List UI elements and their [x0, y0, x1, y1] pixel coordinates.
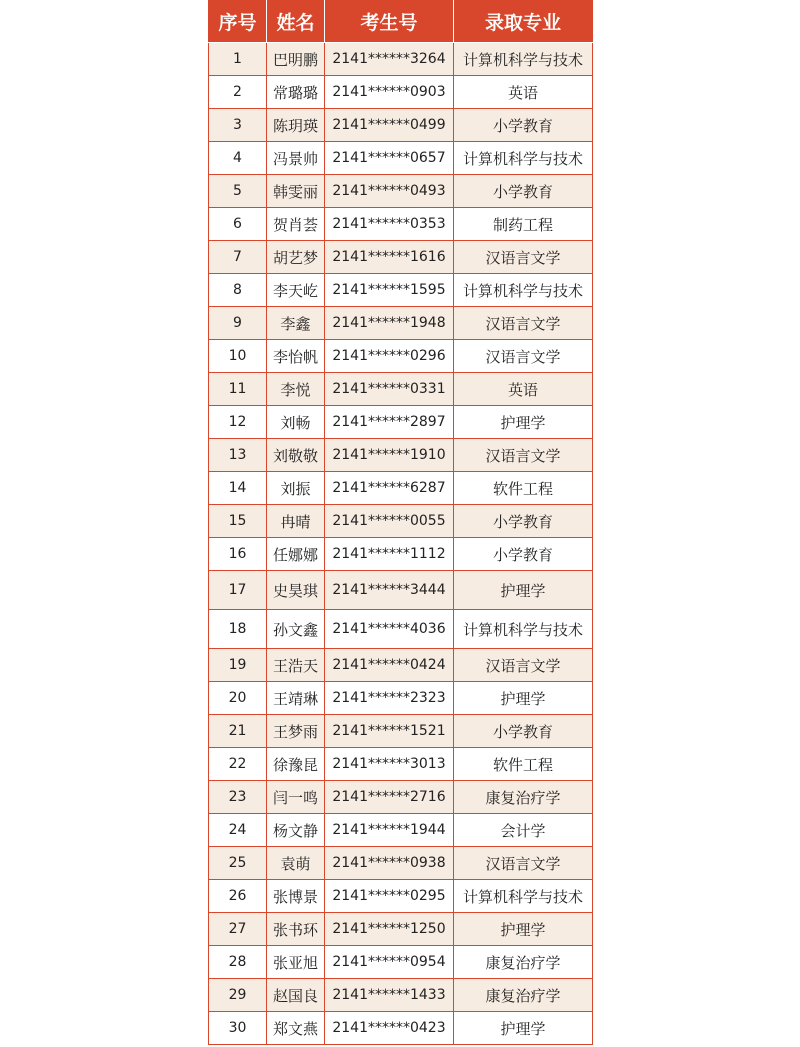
major-cell: 计算机科学与技术: [454, 274, 593, 307]
exam-id-cell: 2141******0353: [325, 208, 454, 241]
header-exam-id: 考生号: [325, 0, 454, 43]
seq-cell: 15: [209, 505, 267, 538]
major-cell: 护理学: [454, 1012, 593, 1045]
exam-id-cell: 2141******0493: [325, 175, 454, 208]
name-cell: 袁萌: [267, 847, 325, 880]
name-cell: 冯景帅: [267, 142, 325, 175]
exam-id-cell: 2141******2897: [325, 406, 454, 439]
seq-cell: 14: [209, 472, 267, 505]
major-cell: 小学教育: [454, 175, 593, 208]
major-cell: 护理学: [454, 406, 593, 439]
seq-cell: 21: [209, 715, 267, 748]
seq-cell: 12: [209, 406, 267, 439]
name-cell: 郑文燕: [267, 1012, 325, 1045]
table-row: [209, 1012, 593, 1045]
seq-cell: 22: [209, 748, 267, 781]
major-cell: 护理学: [454, 913, 593, 946]
name-cell: 刘振: [267, 472, 325, 505]
table-row: [209, 406, 593, 439]
seq-cell: 1: [209, 43, 267, 76]
seq-cell: 2: [209, 76, 267, 109]
major-cell: 制药工程: [454, 208, 593, 241]
exam-id-cell: 2141******1250: [325, 913, 454, 946]
exam-id-cell: 2141******2716: [325, 781, 454, 814]
major-cell: 计算机科学与技术: [454, 43, 593, 76]
table-row: [209, 76, 593, 109]
exam-id-cell: 2141******0423: [325, 1012, 454, 1045]
major-cell: 汉语言文学: [454, 649, 593, 682]
exam-id-cell: 2141******0954: [325, 946, 454, 979]
table-row: [209, 274, 593, 307]
header-seq: 序号: [209, 0, 267, 43]
name-cell: 常璐璐: [267, 76, 325, 109]
table-row: [209, 781, 593, 814]
table-row: [209, 208, 593, 241]
exam-id-cell: 2141******1616: [325, 241, 454, 274]
seq-cell: 19: [209, 649, 267, 682]
name-cell: 刘敬敬: [267, 439, 325, 472]
table-body: [209, 43, 593, 1045]
major-cell: 计算机科学与技术: [454, 142, 593, 175]
name-cell: 王浩天: [267, 649, 325, 682]
table-row: [209, 946, 593, 979]
name-cell: 巴明鹏: [267, 43, 325, 76]
exam-id-cell: 2141******1910: [325, 439, 454, 472]
header-name: 姓名: [267, 0, 325, 43]
exam-id-cell: 2141******6287: [325, 472, 454, 505]
seq-cell: 5: [209, 175, 267, 208]
exam-id-cell: 2141******1944: [325, 814, 454, 847]
seq-cell: 6: [209, 208, 267, 241]
name-cell: 胡艺梦: [267, 241, 325, 274]
major-cell: 汉语言文学: [454, 439, 593, 472]
major-cell: 软件工程: [454, 472, 593, 505]
major-cell: 康复治疗学: [454, 946, 593, 979]
major-cell: 护理学: [454, 682, 593, 715]
table-row: [209, 241, 593, 274]
header-row: [209, 0, 593, 43]
major-cell: 汉语言文学: [454, 241, 593, 274]
major-cell: 英语: [454, 76, 593, 109]
major-cell: 护理学: [454, 571, 593, 610]
name-cell: 贺肖荟: [267, 208, 325, 241]
seq-cell: 17: [209, 571, 267, 610]
name-cell: 李鑫: [267, 307, 325, 340]
name-cell: 冉晴: [267, 505, 325, 538]
name-cell: 杨文静: [267, 814, 325, 847]
name-cell: 史昊琪: [267, 571, 325, 610]
table-row: [209, 43, 593, 76]
major-cell: 小学教育: [454, 715, 593, 748]
table-row: [209, 538, 593, 571]
seq-cell: 26: [209, 880, 267, 913]
exam-id-cell: 2141******0657: [325, 142, 454, 175]
table-row: [209, 880, 593, 913]
table-row: [209, 373, 593, 406]
admission-table: [208, 0, 593, 1045]
seq-cell: 25: [209, 847, 267, 880]
exam-id-cell: 2141******0499: [325, 109, 454, 142]
exam-id-cell: 2141******1112: [325, 538, 454, 571]
major-cell: 康复治疗学: [454, 979, 593, 1012]
major-cell: 小学教育: [454, 538, 593, 571]
header-major: 录取专业: [454, 0, 593, 43]
table-row: [209, 142, 593, 175]
name-cell: 李悦: [267, 373, 325, 406]
exam-id-cell: 2141******0903: [325, 76, 454, 109]
table-row: [209, 571, 593, 610]
exam-id-cell: 2141******1948: [325, 307, 454, 340]
major-cell: 计算机科学与技术: [454, 610, 593, 649]
table-row: [209, 847, 593, 880]
exam-id-cell: 2141******1433: [325, 979, 454, 1012]
name-cell: 韩雯丽: [267, 175, 325, 208]
exam-id-cell: 2141******0424: [325, 649, 454, 682]
exam-id-cell: 2141******3013: [325, 748, 454, 781]
seq-cell: 4: [209, 142, 267, 175]
seq-cell: 30: [209, 1012, 267, 1045]
table-row: [209, 748, 593, 781]
exam-id-cell: 2141******1595: [325, 274, 454, 307]
name-cell: 赵国良: [267, 979, 325, 1012]
major-cell: 汉语言文学: [454, 340, 593, 373]
exam-id-cell: 2141******0055: [325, 505, 454, 538]
table-row: [209, 610, 593, 649]
table-row: [209, 913, 593, 946]
table-row: [209, 439, 593, 472]
seq-cell: 24: [209, 814, 267, 847]
seq-cell: 3: [209, 109, 267, 142]
exam-id-cell: 2141******0296: [325, 340, 454, 373]
name-cell: 李天屹: [267, 274, 325, 307]
table-header: [209, 0, 593, 43]
major-cell: 小学教育: [454, 505, 593, 538]
major-cell: 会计学: [454, 814, 593, 847]
table-row: [209, 175, 593, 208]
major-cell: 汉语言文学: [454, 307, 593, 340]
name-cell: 徐豫昆: [267, 748, 325, 781]
name-cell: 陈玥瑛: [267, 109, 325, 142]
exam-id-cell: 2141******4036: [325, 610, 454, 649]
seq-cell: 13: [209, 439, 267, 472]
name-cell: 张书环: [267, 913, 325, 946]
name-cell: 闫一鸣: [267, 781, 325, 814]
exam-id-cell: 2141******0295: [325, 880, 454, 913]
seq-cell: 9: [209, 307, 267, 340]
exam-id-cell: 2141******1521: [325, 715, 454, 748]
table-row: [209, 472, 593, 505]
exam-id-cell: 2141******2323: [325, 682, 454, 715]
seq-cell: 7: [209, 241, 267, 274]
exam-id-cell: 2141******3444: [325, 571, 454, 610]
table-row: [209, 109, 593, 142]
seq-cell: 23: [209, 781, 267, 814]
table-row: [209, 979, 593, 1012]
major-cell: 康复治疗学: [454, 781, 593, 814]
table-row: [209, 682, 593, 715]
table-row: [209, 715, 593, 748]
seq-cell: 27: [209, 913, 267, 946]
table-row: [209, 307, 593, 340]
name-cell: 王梦雨: [267, 715, 325, 748]
name-cell: 孙文鑫: [267, 610, 325, 649]
major-cell: 汉语言文学: [454, 847, 593, 880]
name-cell: 李怡帆: [267, 340, 325, 373]
table-row: [209, 814, 593, 847]
exam-id-cell: 2141******0331: [325, 373, 454, 406]
name-cell: 任娜娜: [267, 538, 325, 571]
name-cell: 王靖琳: [267, 682, 325, 715]
seq-cell: 20: [209, 682, 267, 715]
major-cell: 英语: [454, 373, 593, 406]
major-cell: 小学教育: [454, 109, 593, 142]
seq-cell: 11: [209, 373, 267, 406]
name-cell: 刘畅: [267, 406, 325, 439]
table-row: [209, 649, 593, 682]
seq-cell: 8: [209, 274, 267, 307]
seq-cell: 28: [209, 946, 267, 979]
table-row: [209, 505, 593, 538]
exam-id-cell: 2141******0938: [325, 847, 454, 880]
name-cell: 张博景: [267, 880, 325, 913]
major-cell: 软件工程: [454, 748, 593, 781]
seq-cell: 16: [209, 538, 267, 571]
major-cell: 计算机科学与技术: [454, 880, 593, 913]
name-cell: 张亚旭: [267, 946, 325, 979]
seq-cell: 18: [209, 610, 267, 649]
table-row: [209, 340, 593, 373]
seq-cell: 29: [209, 979, 267, 1012]
seq-cell: 10: [209, 340, 267, 373]
exam-id-cell: 2141******3264: [325, 43, 454, 76]
